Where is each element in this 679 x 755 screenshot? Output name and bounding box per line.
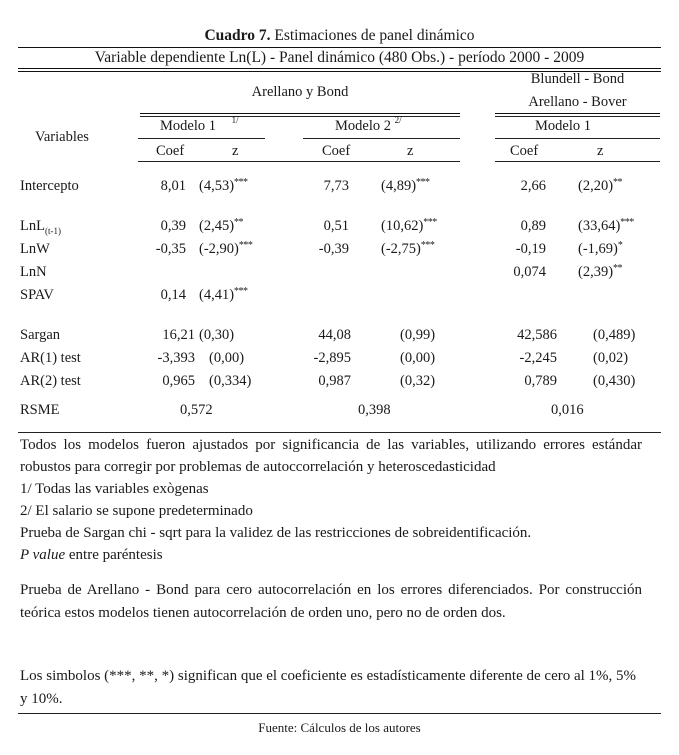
coef-value: 7,73 [323, 178, 349, 194]
coef-value: 2,66 [520, 178, 546, 194]
rule-footer [18, 713, 661, 714]
model-header-2 [335, 115, 402, 135]
rule-model-2 [303, 138, 460, 139]
row-label: AR(1) test [20, 350, 81, 366]
significance-stars: *** [238, 240, 253, 251]
z-stat: (-2,90) [199, 241, 239, 257]
rule-group-ab-b [140, 116, 460, 117]
z-header-2: z [407, 143, 414, 159]
model-label: Modelo 2 [335, 118, 391, 134]
model-header-1 [160, 115, 239, 135]
row-label [20, 218, 61, 235]
z-value [199, 178, 248, 195]
z-stat: (2,39) [578, 264, 614, 280]
significance-stars: *** [234, 286, 248, 297]
variable-subscript: (t-1) [44, 226, 61, 236]
z-value [381, 178, 430, 195]
rsme-value-2: 0,398 [358, 402, 391, 418]
row-label [20, 264, 47, 281]
significance-stars: ** [613, 177, 623, 188]
z-value [199, 218, 243, 235]
rule-double-1a [18, 68, 661, 69]
variables-header: Variables [35, 129, 89, 145]
p-value: (0,430) [593, 373, 636, 389]
significance-stars: *** [420, 240, 435, 251]
significance-stars: *** [620, 217, 634, 228]
z-value [578, 241, 622, 258]
z-value [578, 178, 622, 195]
significance-stars: *** [416, 177, 430, 188]
z-stat: (33,64) [578, 218, 621, 234]
z-stat: (2,20) [578, 178, 614, 194]
note-1: 1/ Todas las variables exògenas [20, 481, 209, 497]
test-statistic: 0,987 [318, 373, 351, 389]
table-row [0, 218, 679, 238]
coef-header-1: Coef [156, 143, 185, 159]
table-row-test [0, 327, 679, 347]
z-stat: (-1,69) [578, 241, 618, 257]
rule-model-3 [495, 138, 660, 139]
z-stat: (-2,75) [381, 241, 421, 257]
test-statistic: 44,08 [318, 327, 351, 343]
rule-header-bottom-ab [138, 161, 460, 162]
z-value [578, 264, 622, 281]
row-label: Sargan [20, 327, 61, 343]
coef-header-3: Coef [510, 143, 539, 159]
z-value [381, 218, 437, 235]
test-statistic: 16,21 [162, 327, 195, 343]
row-label [20, 178, 79, 195]
group-header-arellano-bover: Arellano - Bover [528, 94, 627, 110]
coef-value: 0,14 [160, 287, 186, 303]
p-value-rest: entre paréntesis [65, 547, 163, 563]
rule-header-bottom-bb [495, 161, 660, 162]
variable-name: LnL [20, 218, 45, 234]
source-note: Fuente: Cálculos de los autores [258, 720, 421, 735]
coef-value: 0,39 [160, 218, 186, 234]
coef-value: 0,074 [513, 264, 546, 280]
group-header-arellano-bond: Arellano y Bond [251, 84, 349, 100]
model-label: Modelo 1 [535, 118, 591, 134]
coef-value: 0,89 [520, 218, 546, 234]
significance-stars: * [617, 240, 623, 251]
significance-stars: ** [234, 217, 244, 228]
rule-group-bb-a [495, 113, 660, 114]
variable-name: LnN [20, 264, 47, 280]
p-value-italic: P value [20, 547, 66, 563]
model-header-3 [535, 118, 591, 135]
z-stat: (4,89) [381, 178, 417, 194]
model-label: Modelo 1 [160, 118, 216, 134]
table-row-test [0, 350, 679, 370]
rule-table-bottom [18, 432, 661, 433]
variable-name: Intercepto [20, 178, 79, 194]
variable-name: LnW [20, 241, 50, 257]
model-note: 2/ [394, 115, 402, 125]
z-stat: (4,41) [199, 287, 235, 303]
z-stat: (4,53) [199, 178, 235, 194]
p-value: (0,32) [400, 373, 436, 389]
model-note: 1/ [231, 115, 239, 125]
note-arellano-bond: Prueba de Arellano - Bond para cero autocorrelación en los errores diferenciados. Por construcción teórica estos modelos tienen autocorrelación de orden uno, pero no de orden dos. [20, 582, 642, 621]
coef-value: 0,51 [323, 218, 349, 234]
test-statistic: -2,895 [313, 350, 351, 366]
z-header-1: z [232, 143, 239, 159]
table-subtitle: Variable dependiente Ln(L) - Panel dinámico (480 Obs.) - período 2000 - 2009 [94, 49, 585, 66]
note-symbols: Los simbolos (***, **, *) significan que el coeficiente es estadísticamente diferente de cero al 1%, 5% y 10%. [20, 668, 637, 707]
table-row [0, 241, 679, 261]
rsme-value-1: 0,572 [180, 402, 213, 418]
coef-header-2: Coef [322, 143, 351, 159]
note-2: 2/ El salario se supone predeterminado [20, 503, 253, 519]
variable-name: SPAV [20, 287, 54, 303]
test-statistic: 42,586 [517, 327, 557, 343]
row-label: RSME [20, 402, 60, 418]
coef-value: 8,01 [160, 178, 186, 194]
table-number: Cuadro 7. [204, 27, 271, 44]
z-header-3: z [597, 143, 604, 159]
coef-value: -0,19 [515, 241, 546, 257]
table-row [0, 178, 679, 198]
note-adjustment: Todos los modelos fueron ajustados por significancia de las variables, utilizando errores estándar robustos para corregir por problemas de autoccorrelación y heteroscedasticidad [20, 437, 642, 475]
row-label [20, 241, 50, 258]
table-title [0, 27, 679, 45]
z-value [578, 218, 634, 235]
note-pvalue [20, 544, 642, 566]
p-value: (0,489) [593, 327, 636, 343]
rule-group-ab-a [140, 113, 460, 114]
note-sargan: Prueba de Sargan chi - sqrt para la validez de las restricciones de sobreidentificación. [20, 525, 532, 541]
z-stat: (2,45) [199, 218, 235, 234]
table-row-rsme [0, 402, 679, 422]
z-stat: (10,62) [381, 218, 424, 234]
p-value: (0,00) [400, 350, 436, 366]
test-statistic: 0,965 [162, 373, 195, 389]
significance-stars: ** [613, 263, 623, 274]
significance-stars: *** [423, 217, 437, 228]
test-statistic: -3,393 [157, 350, 195, 366]
p-value: (0,02) [593, 350, 629, 366]
table-title-text: Estimaciones de panel dinámico [270, 27, 475, 44]
z-value [199, 287, 248, 304]
p-value: (0,99) [400, 327, 436, 343]
rule-model-1 [138, 138, 265, 139]
table-row-test [0, 373, 679, 393]
test-statistic: 0,789 [524, 373, 557, 389]
row-label [20, 287, 54, 304]
z-value [199, 241, 252, 258]
table-row [0, 264, 679, 284]
significance-stars: *** [234, 177, 248, 188]
coef-value: -0,35 [155, 241, 186, 257]
p-value: (0,30) [199, 327, 235, 343]
p-value: (0,00) [209, 350, 245, 366]
group-header-blundell-bond: Blundell - Bond [530, 71, 625, 87]
table-row [0, 287, 679, 307]
rule-group-bb-b [495, 116, 660, 117]
p-value: (0,334) [209, 373, 252, 389]
rule-top [18, 47, 661, 48]
test-statistic: -2,245 [519, 350, 557, 366]
z-value [381, 241, 434, 258]
rsme-value-3: 0,016 [551, 402, 584, 418]
coef-value: -0,39 [318, 241, 349, 257]
row-label: AR(2) test [20, 373, 81, 389]
